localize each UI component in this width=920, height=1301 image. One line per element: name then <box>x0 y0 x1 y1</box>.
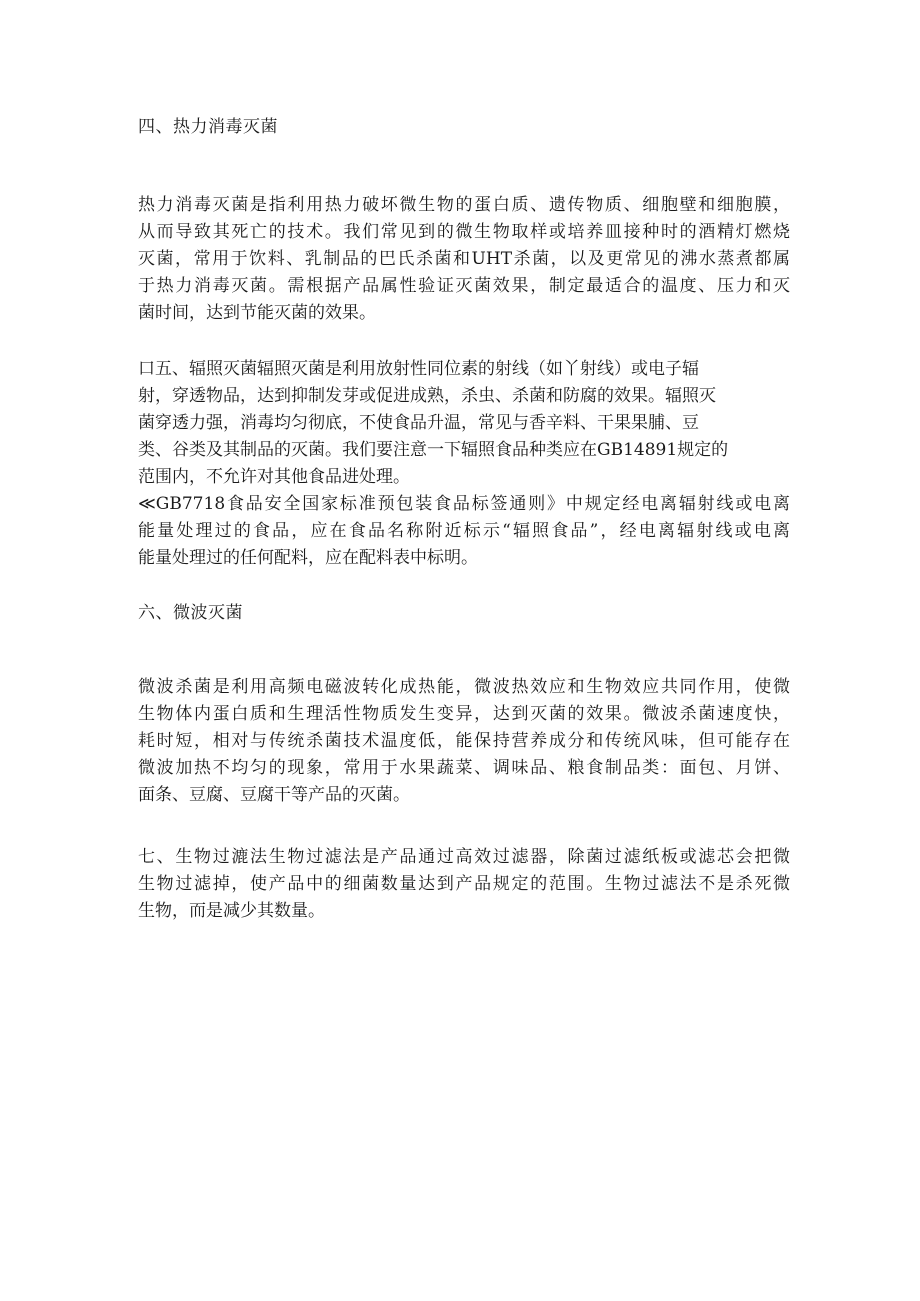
paragraph-line: 生物体内蛋白质和生理活性物质发生变异，达到灭菌的效果。微波杀菌速度快， <box>138 704 790 724</box>
section-6-heading <box>138 600 798 627</box>
paragraph-line: ≪GB7718食品安全国家标准预包装食品标签通则》中规定经电离辐射线或电离 <box>138 494 790 514</box>
paragraph-line: 射，穿透物品，达到抑制发芽或促进成熟，杀虫、杀菌和防腐的效果。辐照灭 <box>138 386 716 406</box>
paragraph-line: 能量处理过的食品，应在食品名称附近标示“辐照食品”，经电离辐射线或电离 <box>138 521 790 541</box>
paragraph-line: 微波杀菌是利用高频电磁波转化成热能，微波热效应和生物效应共同作用，使微 <box>138 677 790 697</box>
paragraph-line: 耗时短，相对与传统杀菌技术温度低，能保持营养成分和传统风味，但可能存在 <box>138 731 790 751</box>
section-4-heading <box>138 114 798 141</box>
paragraph-line: 能量处理过的任何配料，应在配料表中标明。 <box>138 548 478 568</box>
paragraph-line: 热力消毒灭菌是指利用热力破坏微生物的蛋白质、遗传物质、细胞壁和细胞膜， <box>138 195 790 215</box>
heading-text: 六、微波灭菌 <box>138 603 243 623</box>
section-6-paragraph <box>138 674 798 809</box>
paragraph-line: 生物，而是减少其数量。 <box>138 901 325 921</box>
paragraph-line: 微波加热不均匀的现象，常用于水果蔬菜、调味品、粮食制品类：面包、月饼、 <box>138 758 790 778</box>
paragraph-line: 于热力消毒灭菌。需根据产品属性验证灭菌效果，制定最适合的温度、压力和灭 <box>138 276 790 296</box>
section-4-paragraph <box>138 192 798 327</box>
paragraph-line: 菌时间，达到节能灭菌的效果。 <box>138 303 376 323</box>
paragraph-line: 类、谷类及其制品的灭菌。我们要注意一下辐照食品种类应在GB14891规定的 <box>138 440 729 460</box>
paragraph-line: 生物过滤掉，使产品中的细菌数量达到产品规定的范围。生物过滤法不是杀死微 <box>138 874 790 894</box>
paragraph-line: 面条、豆腐、豆腐干等产品的灭菌。 <box>138 785 410 805</box>
paragraph-line: 范围内，不允许对其他食品进处理。 <box>138 467 410 487</box>
paragraph-line: 从而导致其死亡的技术。我们常见到的微生物取样或培养皿接种时的酒精灯燃烧 <box>138 222 790 242</box>
section-5-paragraph <box>138 356 798 572</box>
paragraph-line: 灭菌，常用于饮料、乳制品的巴氏杀菌和UHT杀菌，以及更常见的沸水蒸煮都属 <box>138 249 790 269</box>
heading-text: 四、热力消毒灭菌 <box>138 117 278 137</box>
paragraph-line: 七、生物过漉法生物过滤法是产品通过高效过滤器，除菌过滤纸板或滤芯会把微 <box>138 847 790 867</box>
section-7-paragraph <box>138 844 798 925</box>
paragraph-line: 口五、辐照灭菌辐照灭菌是利用放射性同位素的射线（如丫射线）或电子辐 <box>138 359 699 379</box>
paragraph-line: 菌穿透力强，消毒均匀彻底，不使食品升温，常见与香辛料、干果果脯、豆 <box>138 413 699 433</box>
